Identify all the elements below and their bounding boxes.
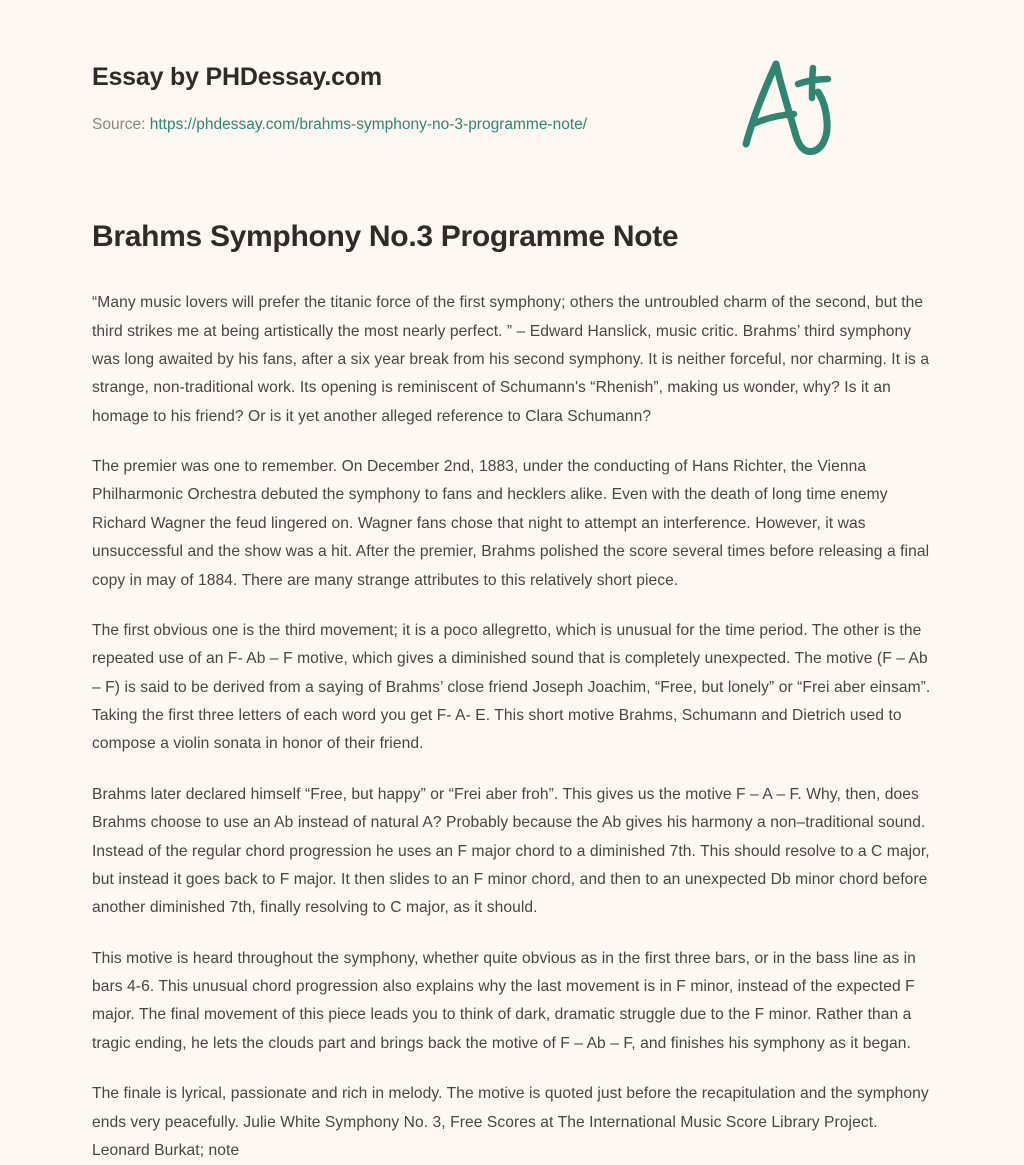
source-label: Source:: [92, 116, 146, 133]
paragraph: The finale is lyrical, passionate and rich in melody. The motive is quoted just before the recapitulation and the symphony ends very peacefully. Julie White Symphony No. 3, Free Scores at The International Music Score Library Project. Leonard Burkat; note: [92, 1085, 929, 1159]
paragraph: Brahms later declared himself “Free, but happy” or “Frei aber froh”. This gives us the motive F – A – F. Why, then, does Brahms choose to use an Ab instead of natural A? Probably because the Ab gives his harmony a non–traditional sound. Instead of the regular chord progression he uses an F major chord to a diminished 7th. This should resolve to a C major, but instead it goes back to F major. It then slides to an F minor chord, and then to an unexpected Db minor chord before another diminished 7th, finally resolving to C major, as it should.: [92, 785, 930, 917]
paragraph: The first obvious one is the third movement; it is a poco allegretto, which is unusual for the time period. The other is the repeated use of an F- Ab – F motive, which gives a diminished sound that is completely unexpected. The motive (F – Ab – F) is said to be derived from a saying of Brahms’ close friend Joseph Joachim, “Free, but lonely” or “Frei aber einsam”. Taking the first three letters of each word you get F- A- E. This short motive Brahms, Schumann and Dietrich used to compose a violin sonata in honor of their friend.: [92, 621, 931, 753]
page-title: Brahms Symphony No.3 Programme Note: [92, 219, 679, 253]
source-line: [92, 114, 932, 136]
brand-title: Essay by PHDessay.com: [92, 63, 382, 91]
source-url-link[interactable]: https://phdessay.com/brahms-symphony-no-3-programme-note/: [149, 116, 588, 133]
page-header: [92, 0, 932, 136]
paragraph: This motive is heard throughout the symphony, whether quite obvious as in the first three bars, or in the bass line as in bars 4-6. This unusual chord progression also explains why the last movement is in F minor, instead of the expected F major. The final movement of this piece leads you to think of dark, dramatic struggle due to the F minor. Rather than a tragic ending, he lets the clouds part and brings back the motive of F – Ab – F, and finishes his symphony as it began.: [92, 949, 916, 1052]
article-body: [92, 289, 932, 1165]
paragraph: “Many music lovers will prefer the titanic force of the first symphony; others the untroubled charm of the second, but the third strikes me at being artistically the most nearly perfect. ” – Edward Hanslick, music critic. Brahms’ third symphony was long awaited by his fans, after a six year break from his second symphony. It is neither forceful, nor charming. It is a strange, non-traditional work. Its opening is reminiscent of Schumann's “Rhenish”, making us wonder, why? Is it an homage to his friend? Or is it yet another alleged reference to Clara Schumann?: [92, 294, 930, 425]
paragraph: The premier was one to remember. On December 2nd, 1883, under the conducting of Hans Richter, the Vienna Philharmonic Orchestra debuted the symphony to fans and hecklers alike. Even with the death of long time enemy Richard Wagner the feud lingered on. Wagner fans chose that night to attempt an interference. However, it was unsuccessful and the show was a hit. After the premier, Brahms polished the score several times before releasing a final copy in may of 1884. There are many strange attributes to this relatively short piece.: [92, 458, 930, 589]
